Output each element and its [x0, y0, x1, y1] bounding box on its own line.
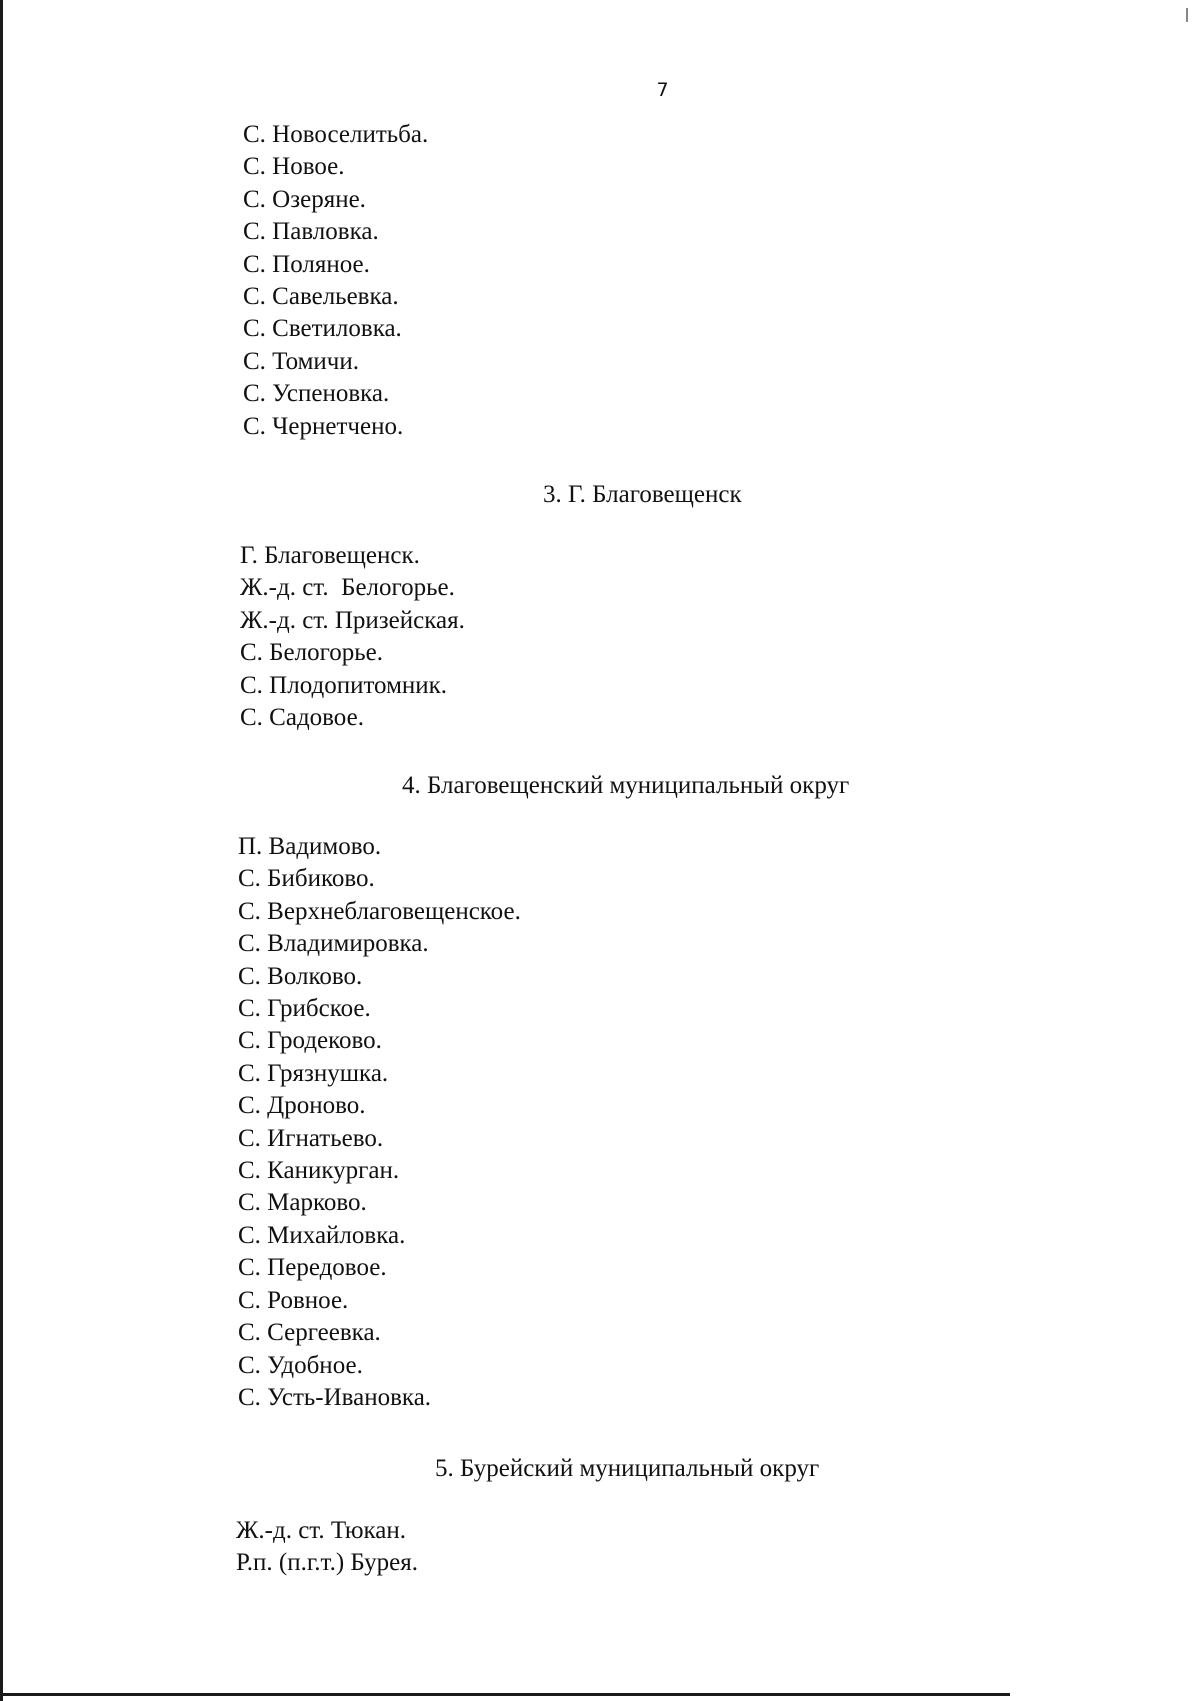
list-item: С. Гродеково.	[238, 1027, 382, 1055]
list-item: С. Передовое.	[238, 1254, 387, 1282]
list-item: Р.п. (п.г.т.) Бурея.	[236, 1549, 418, 1577]
scan-artifact-mark	[1186, 8, 1188, 22]
list-item: С. Марково.	[238, 1189, 367, 1217]
list-item: С. Верхнеблаговещенское.	[238, 897, 521, 925]
settlement-list-continued	[243, 119, 428, 443]
list-item: С. Садовое.	[240, 704, 364, 732]
settlement-list-3	[240, 540, 465, 734]
list-item: С. Удобное.	[238, 1351, 363, 1379]
list-item: С. Чернетчено.	[243, 412, 404, 440]
section-heading-3: 3. Г. Благовещенск	[543, 481, 742, 508]
settlement-list-5	[236, 1515, 418, 1580]
list-item: С. Томичи.	[243, 347, 359, 375]
list-item: С. Поляное.	[243, 250, 370, 278]
list-item: Ж.-д. ст. Призейская.	[240, 606, 465, 634]
list-item: С. Владимировка.	[238, 930, 429, 958]
list-item: Ж.-д. ст. Белогорье.	[240, 574, 455, 602]
list-item: С. Павловка.	[243, 218, 379, 246]
list-item: П. Вадимово.	[238, 833, 382, 860]
list-item: С. Игнатьево.	[238, 1124, 384, 1152]
list-item: С. Новое.	[243, 153, 345, 181]
list-item: С. Михайловка.	[238, 1221, 406, 1249]
section-heading-4: 4. Благовещенский муниципальный округ	[402, 772, 850, 799]
list-item: С. Плодопитомник.	[240, 671, 448, 699]
section-heading-5: 5. Бурейский муниципальный округ	[435, 1455, 820, 1482]
list-item: С. Волково.	[238, 962, 363, 990]
list-item: С. Сергеевка.	[238, 1319, 381, 1347]
list-item: С. Белогорье.	[240, 639, 383, 667]
list-item: С. Новоселитьба.	[243, 121, 429, 148]
list-item: С. Грибское.	[238, 995, 371, 1023]
scan-left-edge	[0, 0, 3, 1701]
list-item: С. Озеряне.	[243, 185, 366, 213]
settlement-list-4	[238, 831, 521, 1414]
list-item: С. Успеновка.	[243, 380, 390, 408]
list-item: С. Светиловка.	[243, 315, 402, 343]
list-item: Г. Благовещенск.	[240, 542, 420, 569]
list-item: С. Ровное.	[238, 1286, 349, 1314]
list-item: С. Савельевка.	[243, 283, 399, 311]
list-item: С. Усть-Ивановка.	[238, 1383, 432, 1411]
page-number: 7	[656, 79, 669, 101]
scan-bottom-edge	[0, 1693, 1010, 1696]
list-item: С. Каникурган.	[238, 1157, 400, 1185]
list-item: С. Грязнушка.	[238, 1059, 389, 1087]
list-item: С. Дроново.	[238, 1092, 366, 1120]
list-item: С. Бибиково.	[238, 865, 375, 893]
list-item: Ж.-д. ст. Тюкан.	[236, 1517, 407, 1544]
